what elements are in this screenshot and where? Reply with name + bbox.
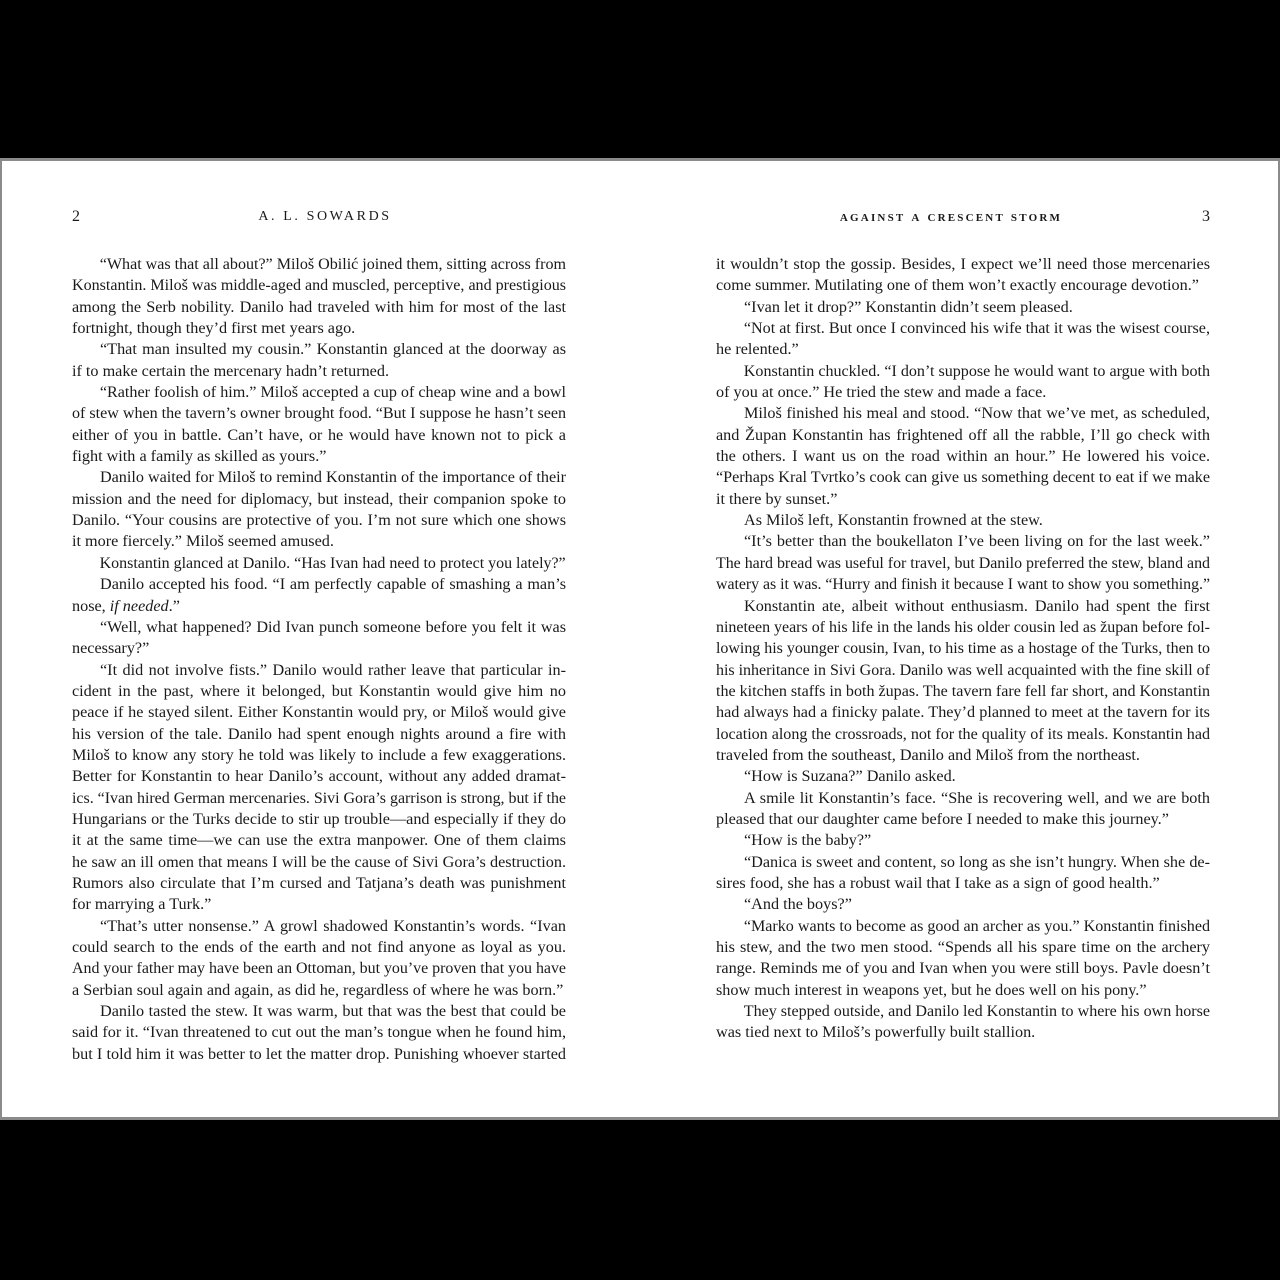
text-line: mission and the need for diplomacy, but instead, their companion spoke to — [72, 489, 566, 508]
text-line: Miloš finished his meal and stood. “Now that we’ve met, as scheduled, — [744, 404, 1210, 423]
text-line: “Marko wants to become as good an archer as you.” Konstantin finished — [743, 916, 1210, 935]
text-line: “Ivan let it drop?” Konstantin didn’t seem pleased. — [744, 297, 1073, 316]
text-line: his inheritance in Sivi Gora. Danilo was well acquainted with the fine skill of — [716, 660, 1210, 679]
running-head-right — [716, 207, 1210, 227]
text-line: it there by sunset.” — [716, 489, 838, 508]
text-line: had always had a finicky palate. They’d planned to meet at the tavern for its — [716, 703, 1210, 722]
text-line: among the Serb nobility. Danilo had traveled with him for most of the last — [72, 297, 566, 316]
text-line: Danilo accepted his food. “I am perfectly capable of smashing a man’s — [100, 575, 566, 594]
text-line: Rumors also circulate that I’m cursed and Tatjana’s death was punishment — [72, 873, 566, 892]
text-line: nineteen years of his life in the lands his older cousin led as župan before fol- — [716, 617, 1210, 636]
text-run: nose, — [72, 596, 110, 615]
text-line — [72, 596, 566, 617]
text-line: The hard bread was useful for travel, but Danilo preferred the stew, bland and — [716, 553, 1210, 572]
text-line: Miloš to know any story he told was likely to include a few exaggerations. — [72, 745, 566, 764]
text-line: As Miloš left, Konstantin frowned at the stew. — [744, 511, 1043, 530]
text-line: said for it. “Ivan threatened to cut out the man’s tongue when he found him, — [72, 1023, 566, 1042]
text-line: watery as it was. “Hurry and finish it because I want to show you something.” — [716, 575, 1210, 594]
text-line: it wouldn’t stop the gossip. Besides, I expect we’ll need those mercenaries — [716, 255, 1210, 273]
text-line: “It’s better than the boukellaton I’ve been living on for the last week.” — [744, 532, 1210, 551]
text-line: the kitchen staffs in both župas. The tavern fare fell far short, and Konstantin — [716, 681, 1210, 700]
text-line: “That’s utter nonsense.” A growl shadowed Konstantin’s words. “Ivan — [100, 916, 566, 935]
text-line: fortnight, though they’d first met years ago. — [72, 319, 356, 338]
text-line: And your father may have been an Ottoman, but you’ve proven that you have — [72, 959, 566, 978]
text-line: necessary?” — [72, 639, 150, 658]
text-line: he relented.” — [716, 340, 799, 359]
text-line: “Rather foolish of him.” Miloš accepted a cup of cheap wine and a bowl — [99, 383, 566, 402]
text-line: “Not at first. But once I convinced his wife that it was the wisest course, — [743, 319, 1210, 338]
text-line: was tied next to Miloš’s powerfully built stallion. — [716, 1023, 1036, 1042]
italic-text-run: if needed — [109, 596, 169, 615]
text-line: of stew when the tavern’s owner brought food. “But I suppose he hasn’t seen — [72, 404, 566, 423]
text-line: lowing his younger cousin, Ivan, to his time as a hostage of the Turks, then to — [716, 639, 1210, 658]
text-line: A smile lit Konstantin’s face. “She is recovering well, and we are both — [744, 788, 1210, 807]
text-line: “Well, what happened? Did Ivan punch someone before you felt it was — [100, 617, 566, 636]
page-number: 3 — [1202, 208, 1210, 225]
text-line: either of you in battle. Can’t have, or he would have known not to pick a — [72, 425, 566, 444]
text-line: sires food, she has a robust wail that I take as a sign of good health.” — [716, 873, 1160, 892]
text-line: and Župan Konstantin has frightened off all the rabble, I’ll go check with — [716, 425, 1210, 444]
text-line: a Serbian soul again and again, as did he, regardless of where he was born.” — [72, 980, 564, 999]
text-line: Konstantin glanced at Danilo. “Has Ivan had need to protect you lately?” — [99, 553, 566, 572]
text-line: could search to the ends of the earth and not find anyone as loyal as you. — [72, 938, 566, 956]
text-line: They stepped outside, and Danilo led Konstantin to where his own horse — [743, 1002, 1210, 1021]
text-line: come summer. Mutilating one of them won’t exactly encourage devotion.” — [716, 276, 1199, 295]
text-line: for marrying a Turk.” — [72, 895, 212, 914]
text-line: “And the boys?” — [744, 895, 852, 914]
text-line: “How is Suzana?” Danilo asked. — [744, 767, 956, 786]
text-line: Hungarians or the Turks decide to stir up trouble—and especially if they do — [72, 809, 566, 828]
text-line: Danilo. “Your cousins are protective of you. I’m not sure which one shows — [72, 511, 566, 530]
text-line: “Danica is sweet and content, so long as she isn’t hungry. When she de- — [744, 852, 1210, 871]
text-run: .” — [168, 596, 180, 615]
text-line: Better for Konstantin to hear Danilo’s account, without any added dramat- — [72, 767, 566, 786]
text-line: his version of the tale. Danilo had spent enough nights around a fire with — [72, 724, 566, 743]
text-line: Danilo waited for Miloš to remind Konstantin of the importance of their — [99, 468, 566, 487]
text-line: pleased that our daughter came before I needed to make this journey.” — [716, 809, 1169, 828]
author-name: A. L. SOWARDS — [258, 209, 392, 224]
book-spread — [0, 158, 1280, 1120]
text-line: Konstantin chuckled. “I don’t suppose he would want to argue with both — [743, 361, 1210, 380]
book-title: against a crescent storm — [839, 209, 1063, 225]
text-line: of you at once.” He tried the stew and made a face. — [716, 383, 1047, 402]
text-line: “That man insulted my cousin.” Konstantin glanced at the doorway as — [100, 340, 566, 359]
text-line: if to make certain the mercenary hadn’t returned. — [72, 361, 390, 380]
text-line: show much interest in weapons yet, but he does well on his pony.” — [716, 980, 1147, 999]
text-line: he saw an ill omen that means I will be the cause of Sivi Gora’s destruction. — [72, 852, 566, 871]
text-line: fight with a family as skilled as yours.” — [72, 447, 327, 466]
text-line: Konstantin ate, albeit without enthusiasm. Danilo had spent the first — [744, 596, 1210, 615]
text-line: it more fiercely.” Miloš seemed amused. — [72, 532, 334, 551]
text-line: Konstantin. Miloš was middle-aged and muscled, perceptive, and prestigious — [72, 276, 566, 295]
text-line: his stew, and the two men stood. “Spends all his spare time on the archery — [716, 938, 1210, 956]
running-head-left — [72, 207, 566, 227]
text-line: “How is the baby?” — [744, 831, 872, 850]
page-number: 2 — [72, 208, 80, 225]
text-line: “Perhaps Kral Tvrtko’s cook can give us something decent to eat if we make — [716, 468, 1210, 487]
text-line: but I told him it was better to let the matter drop. Punishing whoever started — [72, 1044, 566, 1063]
text-line: it at the same time—we can use the extra manpower. One of them claims — [72, 831, 566, 850]
text-line: traveled from the southeast, Danilo and Miloš from the northeast. — [716, 745, 1140, 764]
text-line: peace if he stayed silent. Either Konstantin would pry, or Miloš would give — [72, 703, 566, 722]
text-line: cident in the past, where it belonged, but Konstantin would give him no — [72, 681, 566, 700]
right-page-body — [716, 254, 1210, 1044]
left-page-body — [72, 254, 566, 1065]
text-line: Danilo tasted the stew. It was warm, but that was the best that could be — [100, 1002, 566, 1021]
text-line: location along the crossroads, not for the quality of its meals. Konstantin had — [716, 724, 1210, 743]
text-line: ics. “Ivan hired German mercenaries. Sivi Gora’s garrison is strong, but if the — [72, 788, 566, 807]
text-line: the others. I want us on the road within an hour.” He lowered his voice. — [716, 447, 1210, 466]
text-line: “It did not involve fists.” Danilo would rather leave that particular in- — [100, 660, 566, 679]
text-line: range. Reminds me of you and Ivan when you were still boys. Pavle doesn’t — [716, 959, 1210, 978]
text-line: “What was that all about?” Miloš Obilić joined them, sitting across from — [99, 255, 566, 273]
